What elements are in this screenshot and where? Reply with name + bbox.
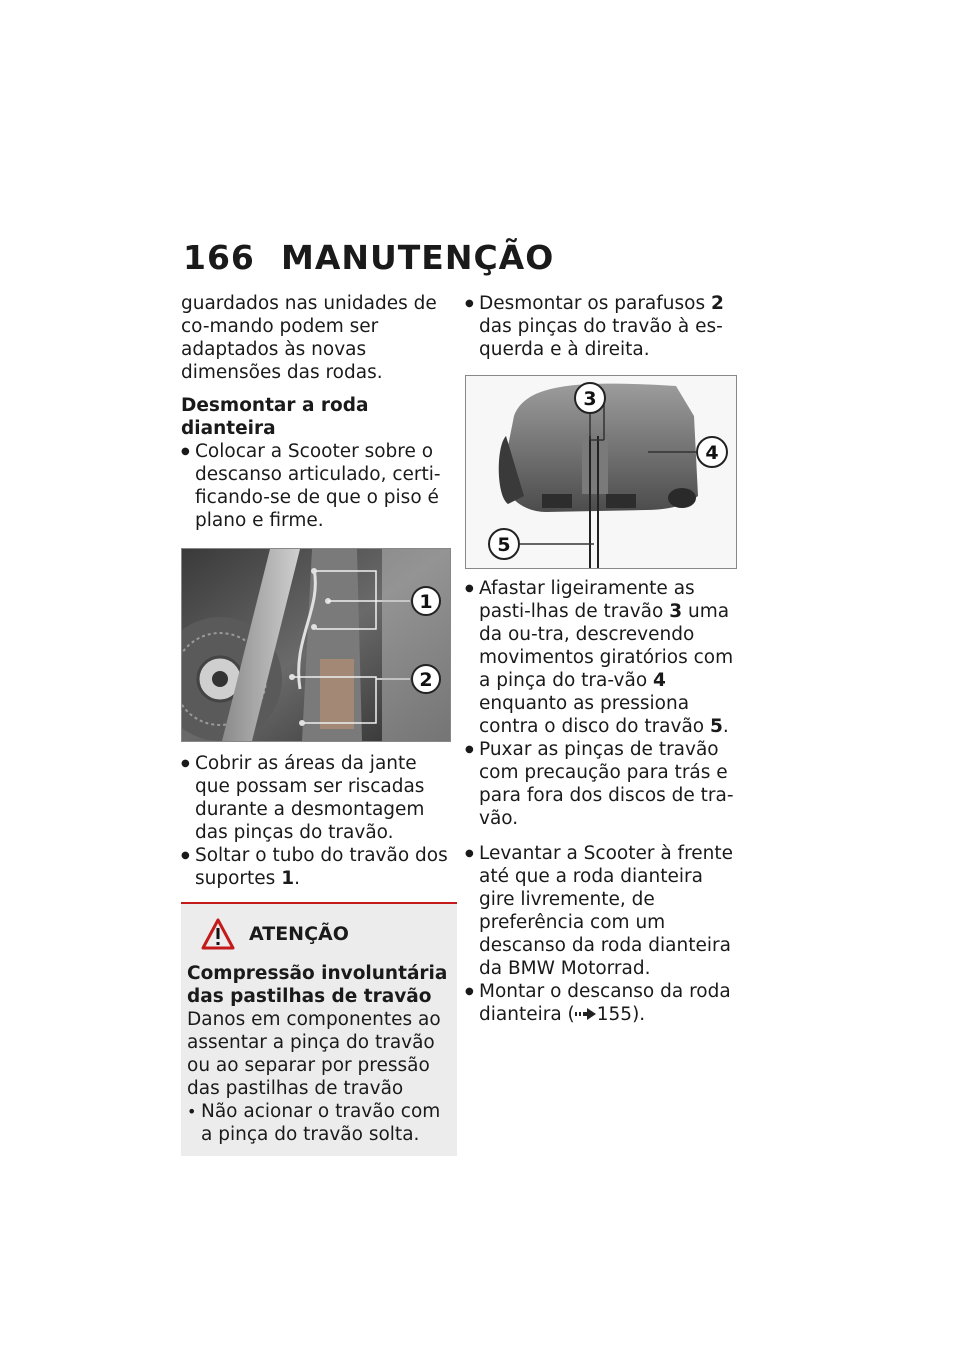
page-header — [183, 238, 554, 277]
warning-subtitle: Compressão involuntária das pastilhas de travão — [187, 963, 448, 1007]
intro-paragraph: guardados nas unidades de co-mando podem ser adaptados às novas dimensões das rodas. — [181, 293, 437, 383]
warning-bullet: • Não acionar o travão com a pinça do travão solta. — [187, 1100, 449, 1146]
callout-1 — [412, 587, 440, 615]
warning-body: Danos em componentes ao assentar a pinça do travão ou ao separar por pressão das pastilhas de travão — [187, 1009, 441, 1099]
warning-title: ATENÇÃO — [249, 922, 349, 945]
page-number: 166 — [183, 238, 255, 277]
step-lift-scooter: ● Levantar a Scooter à frente até que a roda dianteira gire livremente, de preferência com um descanso da roda dianteira da BMW Motorrad. — [465, 842, 740, 980]
svg-text:5: 5 — [497, 534, 511, 556]
svg-text:1: 1 — [419, 591, 433, 613]
step-release-brake-hose: ● Soltar o tubo do travão dos suportes 1. — [181, 844, 453, 890]
page-title: MANUTENÇÃO — [281, 238, 555, 277]
callout-2 — [412, 665, 440, 693]
step-pull-calipers: ● Puxar as pinças de travão com precaução para trás e para fora dos discos de tra-vão. — [465, 738, 740, 830]
callout-3 — [575, 383, 605, 413]
svg-text:4: 4 — [705, 442, 719, 464]
step-cover-rim: ● Cobrir as áreas da jante que possam ser riscadas durante a desmontagem das pinças do travão. — [181, 752, 453, 844]
svg-text:2: 2 — [419, 669, 433, 691]
page-reference-arrow-icon — [575, 1007, 597, 1021]
callout-4 — [697, 437, 727, 467]
left-column — [181, 292, 453, 1156]
callout-5 — [489, 529, 519, 559]
warning-triangle-icon — [201, 918, 235, 950]
figure-brake-caliper — [465, 375, 737, 569]
step-separate-pads: ● Afastar ligeiramente as pasti-lhas de travão 3 uma da ou-tra, descrevendo movimentos giratórios com a pinça do tra-vão 4 enquanto as pressiona contra o disco do travão 5. — [465, 577, 740, 738]
step-place-scooter: ● Colocar a Scooter sobre o descanso articulado, certi-ficando-se de que o piso é plano e firme. — [181, 440, 453, 532]
section-title: Desmontar a roda dianteira — [181, 395, 369, 439]
step-remove-screws: ● Desmontar os parafusos 2 das pinças do travão à es-querda e à direita. — [465, 292, 740, 361]
svg-text:3: 3 — [583, 388, 597, 410]
right-column — [465, 292, 740, 1026]
step-mount-stand: ● Montar o descanso da roda dianteira ( 155). — [465, 980, 740, 1026]
front-wheel-illustration — [182, 549, 450, 741]
figure-front-wheel — [181, 548, 451, 742]
page-reference[interactable]: 155 — [596, 1004, 633, 1025]
brake-caliper-illustration — [466, 376, 736, 568]
warning-box — [181, 902, 457, 1156]
